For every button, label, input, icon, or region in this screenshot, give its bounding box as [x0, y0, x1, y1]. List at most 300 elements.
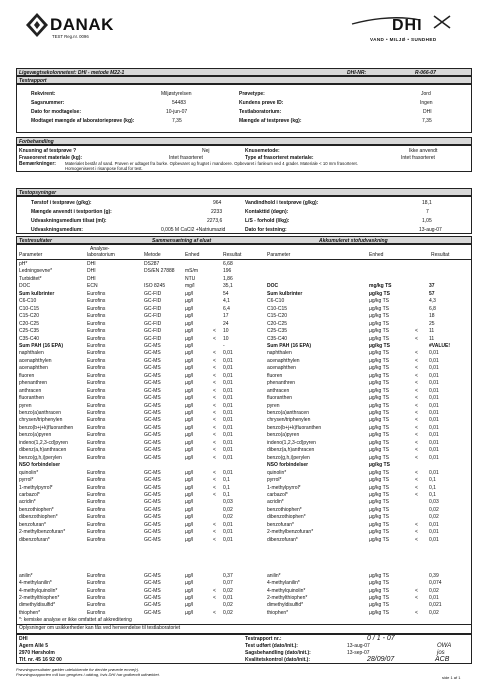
danak-emblem-icon: [26, 13, 48, 37]
cell-enhed2: µg/kg TS: [369, 387, 390, 394]
cell-metode: GC-FID: [144, 320, 162, 327]
cell-enhed: µg/l: [185, 298, 194, 305]
cell-param2: 4-methylquinolin*: [267, 587, 306, 594]
cell-metode: GC-MS: [144, 573, 161, 579]
cell-enhed2: µg/kg TS: [369, 335, 390, 342]
table-row: [17, 291, 471, 298]
cell-enhed: µg/l: [185, 491, 194, 498]
cell-resultat2: #VALUE!: [429, 342, 451, 349]
cell-lab: Eurofins: [87, 477, 106, 484]
cell-resultat: 0,01: [223, 432, 233, 439]
table-row: [17, 492, 471, 499]
cell-lt2: <: [415, 350, 418, 357]
col-resultat2: Resultat: [431, 252, 450, 258]
cell-metode: GC-MS: [144, 499, 161, 506]
cell-lt: <: [213, 439, 216, 446]
cell-resultat2: 0,01: [429, 365, 439, 372]
cell-param: benzo(a)anthracen: [19, 410, 61, 416]
cell-lt2: <: [415, 454, 418, 461]
udvask-medium-value: 0,005 M CaCl2 +Natriumazid: [161, 227, 226, 233]
cell-param: NSO forbindelser: [19, 462, 61, 469]
table-row: [17, 485, 471, 492]
cell-param: Sum kulbrinter: [19, 290, 55, 297]
table-row: [17, 403, 471, 410]
cell-lt: <: [213, 417, 216, 424]
cell-resultat2: 0,39: [429, 573, 439, 579]
dato-testning-label: Dato for testning:: [245, 227, 287, 233]
cell-metode: DS287: [144, 261, 160, 267]
cell-lt: <: [213, 594, 216, 601]
cell-metode: GC-MS: [144, 342, 161, 349]
cell-resultat: 0,07: [223, 580, 233, 587]
table-row: [17, 410, 471, 417]
cell-enhed2: µg/kg TS: [369, 506, 390, 513]
cell-lt: <: [213, 447, 216, 454]
cell-lt2: <: [415, 447, 418, 454]
table-row: [17, 336, 471, 343]
cell-enhed2: µg/kg TS: [369, 439, 390, 446]
col-metode: Metode: [144, 252, 161, 258]
cell-resultat: 0,01: [223, 395, 233, 402]
cell-metode: GC-FID: [144, 328, 162, 335]
cell-resultat2: 0,02: [429, 514, 439, 521]
cell-lt2: <: [415, 335, 418, 342]
cell-resultat: 0,01: [223, 350, 233, 357]
cell-param: 2-methylbenzofuran*: [19, 529, 66, 536]
cell-resultat: 0,1: [223, 491, 230, 498]
cell-lt: <: [213, 357, 216, 364]
cell-param2: phenanthren: [267, 380, 296, 387]
table-row: [17, 573, 471, 580]
cell-param: 2-methylthiophen*: [19, 594, 60, 601]
cell-lt2: <: [415, 491, 418, 498]
udvask-medium-label: Udvaskningsmedium:: [31, 227, 83, 233]
cell-enhed: mS/m: [185, 268, 199, 275]
cell-lt: <: [213, 402, 216, 409]
col-parameter: Parameter: [19, 252, 43, 258]
danak-reg: TEST Reg.nr. 0096: [52, 34, 89, 39]
cell-lt2: <: [415, 477, 418, 484]
cell-metode: GC-FID: [144, 335, 162, 342]
bemaerk-line2: Homogeniseret i risanpose forud for test.: [65, 166, 143, 171]
cell-param2: indeno(1,2,3-cd)pyren: [267, 439, 316, 446]
cell-metode: GC-FID: [144, 313, 162, 320]
cell-resultat2: 0,02: [429, 609, 439, 616]
cell-param2: dibenzofuran*: [267, 536, 298, 543]
maengde-label: Mængde af testprøve (kg):: [239, 118, 302, 124]
cell-resultat2: 0,03: [429, 499, 439, 506]
proevetype-label: Prøvetype:: [239, 91, 265, 97]
table-row: [17, 380, 471, 387]
cell-lab: Eurofins: [87, 514, 106, 521]
cell-param2: thiophen*: [267, 609, 289, 616]
table-row: [17, 425, 471, 432]
cell-lab: DHI: [87, 261, 96, 267]
cell-param2: naphthalen: [267, 350, 292, 357]
cell-param: pyrrol*: [19, 477, 34, 484]
kontakttid-value: 7: [426, 209, 429, 215]
cell-lt: <: [213, 380, 216, 387]
cell-lt2: <: [415, 484, 418, 491]
cell-metode: GC-MS: [144, 395, 161, 402]
cell-param2: benzo(g,h,i)perylen: [267, 454, 310, 461]
cell-param2: benzofuran*: [267, 521, 294, 528]
cell-enhed2: µg/kg TS: [369, 320, 390, 327]
cell-resultat: 0,1: [223, 484, 230, 491]
cell-metode: GC-MS: [144, 357, 161, 364]
cell-param2: C20-C25: [267, 320, 288, 327]
cell-param: fluoranthen: [19, 395, 45, 402]
cell-param2: carbazol*: [267, 491, 288, 498]
cell-metode: GC-MS: [144, 514, 161, 521]
cell-lt: <: [213, 477, 216, 484]
cell-lt2: <: [415, 387, 418, 394]
cell-enhed2: µg/kg TS: [369, 514, 390, 521]
cell-lab: Eurofins: [87, 402, 106, 409]
cell-param: phenanthren: [19, 380, 48, 387]
table-row: [17, 602, 471, 609]
ls-forhold-value: 1,05: [422, 218, 432, 224]
cell-lt2: <: [415, 372, 418, 379]
cell-enhed: µg/l: [185, 521, 194, 528]
results-bar: [16, 236, 472, 244]
cell-param: dibenzothiophen*: [19, 514, 58, 521]
cell-enhed: µg/l: [185, 529, 194, 536]
cell-resultat: 4,1: [223, 298, 230, 305]
cell-lab: Eurofins: [87, 521, 106, 528]
testportion-value: 2233: [211, 209, 223, 215]
footnote-usikkerhed: Oplysninger om usikkerheder kan fås ved henvendelse til testlaboratoriet: [19, 625, 181, 631]
cell-resultat: 0,37: [223, 573, 233, 579]
cell-metode: GC-MS: [144, 380, 161, 387]
cell-lt: <: [213, 521, 216, 528]
cell-param: anthracen: [19, 387, 42, 394]
cell-lt: <: [213, 387, 216, 394]
cell-lt: <: [213, 484, 216, 491]
cell-resultat2: 11: [429, 328, 435, 335]
cell-resultat2: 0,1: [429, 491, 436, 498]
table-row: [17, 306, 471, 313]
danak-logo: [26, 12, 146, 42]
ls-forhold-label: L/S - forhold (l/kg):: [245, 218, 290, 224]
maengde-value: 7,35: [422, 118, 432, 124]
col-resultat: Resultat: [223, 252, 242, 258]
cell-enhed2: µg/kg TS: [369, 290, 390, 297]
cell-lab: Eurofins: [87, 357, 106, 364]
cell-param: 4-methylanilin*: [19, 580, 52, 587]
cell-lt2: <: [415, 521, 418, 528]
cell-resultat: 0,01: [223, 387, 233, 394]
cell-lab: Eurofins: [87, 573, 106, 579]
cell-lab: Eurofins: [87, 432, 106, 439]
table-row: [17, 499, 471, 506]
udfort-date: 13-aug-07: [347, 643, 370, 649]
cell-resultat: 0,02: [223, 587, 233, 594]
testopsl-block: [16, 196, 472, 234]
cell-enhed: µg/l: [185, 395, 194, 402]
footer-note2: Prøvningsrapporten må kun gengives i uddrag, hvis DHI har godkendt udtrækket.: [16, 672, 160, 677]
knusemetode-value: Ikke anvendt: [409, 148, 438, 154]
cell-metode: ISO 8245: [144, 283, 166, 290]
cell-enhed2: µg/kg TS: [369, 313, 390, 320]
kval-date: 28/09/07: [367, 655, 395, 663]
modtaget-label: Modtaget mængde af laboratorieprøve (kg):: [31, 118, 135, 124]
table-row: [17, 595, 471, 602]
cell-resultat2: 37: [429, 283, 435, 290]
cell-param: pyren: [19, 402, 32, 409]
cell-lt: <: [213, 587, 216, 594]
cell-enhed: µg/l: [185, 305, 194, 312]
table-row: [17, 432, 471, 439]
cell-lab: Eurofins: [87, 536, 106, 543]
cell-resultat: 0,01: [223, 410, 233, 416]
cell-enhed: µg/l: [185, 439, 194, 446]
table-row: [17, 462, 471, 469]
cell-resultat: 0,02: [223, 609, 233, 616]
cell-lab: Eurofins: [87, 602, 106, 609]
cell-enhed2: µg/kg TS: [369, 395, 390, 402]
knusning-label: Knusning af testprøve ?: [19, 148, 77, 154]
cell-param: dibenz(a,h)anthracen: [19, 447, 67, 454]
cell-lt2: <: [415, 469, 418, 476]
cell-param: fluoren: [19, 372, 35, 379]
cell-lab: Eurofins: [87, 387, 106, 394]
cell-metode: GC-MS: [144, 447, 161, 454]
footer-block: [16, 634, 472, 664]
dato-testning-value: 13-aug-07: [419, 227, 442, 233]
testresultater-head: Testresultater: [19, 237, 52, 244]
cell-metode: GC-MS: [144, 402, 161, 409]
cell-resultat: 1,86: [223, 275, 233, 282]
cell-param2: pyrrol*: [267, 477, 282, 484]
cell-lt: <: [213, 372, 216, 379]
toerstof-label: Tørstof i testprøve (g/kg):: [31, 200, 92, 206]
cell-enhed2: µg/kg TS: [369, 424, 390, 431]
col-enhed2: Enhed: [369, 252, 384, 258]
cell-lt2: <: [415, 432, 418, 439]
cell-metode: GC-FID: [144, 305, 162, 312]
kontakttid-label: Kontakttid (døgn):: [245, 209, 289, 215]
cell-resultat2: 0,01: [429, 402, 439, 409]
rekvirent-label: Rekvirent:: [31, 91, 56, 97]
table-row: [17, 417, 471, 424]
cell-lt2: <: [415, 328, 418, 335]
cell-param: 1-methylpyrrol*: [19, 484, 53, 491]
cell-param2: benzo(a)anthracen: [267, 410, 309, 416]
cell-lt2: <: [415, 439, 418, 446]
cell-enhed: µg/l: [185, 328, 194, 335]
cell-lab: Eurofins: [87, 506, 106, 513]
cell-param2: 4-methylanilin*: [267, 580, 300, 587]
cell-metode: GC-MS: [144, 580, 161, 587]
udfort-label: Test udført (dato/init.):: [245, 643, 298, 649]
testrapport-label: Testrapport: [19, 77, 47, 84]
cell-param2: C25-C35: [267, 328, 288, 335]
cell-resultat: 17: [223, 313, 229, 320]
cell-lt: <: [213, 395, 216, 402]
cell-param2: anilin*: [267, 573, 281, 579]
cell-lab: ECN: [87, 283, 98, 290]
cell-resultat2: 0,01: [429, 372, 439, 379]
cell-resultat: 0,01: [223, 536, 233, 543]
cell-lab: Eurofins: [87, 410, 106, 416]
sagsnummer-label: Sagsnummer:: [31, 100, 65, 106]
cell-lab: Eurofins: [87, 380, 106, 387]
cell-lt: <: [213, 469, 216, 476]
cell-resultat2: 0,01: [429, 357, 439, 364]
cell-metode: GC-MS: [144, 372, 161, 379]
cell-enhed2: µg/kg TS: [369, 328, 390, 335]
cell-param2: dibenz(a,h)anthracen: [267, 447, 315, 454]
footer-addr1: Agern Allé 5: [19, 643, 48, 649]
table-row: [17, 447, 471, 454]
cell-lt: <: [213, 365, 216, 372]
table-row: [17, 276, 471, 283]
cell-param: indeno(1,2,3-cd)pyren: [19, 439, 68, 446]
cell-enhed2: µg/kg TS: [369, 580, 390, 587]
cell-enhed2: µg/kg TS: [369, 609, 390, 616]
cell-lt: <: [213, 432, 216, 439]
bemaerk-line1: Materialet består af sand. Prøven er udtaget fra burke. Opbevaret og frugtet i mandoere. Opbevaret i fanleum ved 4 grader. Materiale < 10 mm frasorteret.: [65, 161, 358, 166]
cell-lab: Eurofins: [87, 580, 106, 587]
cell-enhed: µg/l: [185, 447, 194, 454]
cell-lt: <: [213, 350, 216, 357]
cell-lt2: <: [415, 609, 418, 616]
table-row: [17, 588, 471, 595]
cell-param: Sum PAH (16 EPA): [19, 342, 63, 349]
cell-resultat2: 0,01: [429, 521, 439, 528]
table-row: [17, 321, 471, 328]
kundens-proeve-value: Ingen: [420, 100, 433, 106]
cell-enhed2: µg/kg TS: [369, 298, 390, 305]
cell-lab: Eurofins: [87, 454, 106, 461]
cell-lab: Eurofins: [87, 335, 106, 342]
cell-enhed2: µg/kg TS: [369, 491, 390, 498]
cell-enhed: µg/l: [185, 484, 194, 491]
cell-param2: Sum kulbrinter: [267, 290, 303, 297]
cell-param: benzo(a)pyren: [19, 432, 52, 439]
cell-lab: Eurofins: [87, 484, 106, 491]
cell-resultat: 0,02: [223, 602, 233, 609]
cell-lt2: <: [415, 402, 418, 409]
knusemetode-label: Knusemetode:: [245, 148, 280, 154]
udvask-tilsat-value: 2273,6: [207, 218, 223, 224]
cell-resultat2: 0,01: [429, 469, 439, 476]
cell-enhed: µg/l: [185, 469, 194, 476]
cell-param: C10-C15: [19, 305, 40, 312]
cell-resultat2: 0,01: [429, 410, 439, 416]
cell-param2: benzo(b+j+k)fluoranthen: [267, 424, 322, 431]
cell-lt: <: [213, 424, 216, 431]
cell-param2: dimethyldisulfid*: [267, 602, 304, 609]
cell-param2: Sum PAH (16 EPA): [267, 342, 311, 349]
cell-resultat2: 0,01: [429, 417, 439, 424]
cell-enhed2: µg/kg TS: [369, 499, 390, 506]
cell-resultat: 24: [223, 320, 229, 327]
table-row: [17, 298, 471, 305]
cell-param2: chrysen/triphenylen: [267, 417, 311, 424]
cell-resultat: 0,01: [223, 439, 233, 446]
cell-enhed2: µg/kg TS: [369, 454, 390, 461]
cell-metode: GC-MS: [144, 387, 161, 394]
cell-enhed2: µg/kg TS: [369, 402, 390, 409]
cell-lab: Eurofins: [87, 350, 106, 357]
cell-param: carbazol*: [19, 491, 40, 498]
cell-resultat: 0,02: [223, 514, 233, 521]
cell-lab: Eurofins: [87, 372, 106, 379]
cell-enhed: µg/l: [185, 602, 194, 609]
cell-resultat: 0,01: [223, 402, 233, 409]
cell-resultat: 0,01: [223, 380, 233, 387]
cell-enhed2: µg/kg TS: [369, 342, 390, 349]
cell-resultat: 0,01: [223, 372, 233, 379]
cell-metode: GC-MS: [144, 529, 161, 536]
cell-param: naphthalen: [19, 350, 44, 357]
cell-param: C25-C35: [19, 328, 40, 335]
cell-enhed2: µg/kg TS: [369, 305, 390, 312]
cell-lab: Eurofins: [87, 417, 106, 424]
cell-metode: GC-MS: [144, 491, 161, 498]
cell-resultat2: 0,021: [429, 602, 442, 609]
cell-metode: GC-MS: [144, 410, 161, 416]
cell-resultat2: 0,01: [429, 395, 439, 402]
cell-enhed: µg/l: [185, 417, 194, 424]
cell-lab: Eurofins: [87, 395, 106, 402]
cell-param: benzo(g,h,i)perylen: [19, 454, 62, 461]
cell-param: benzofuran*: [19, 521, 46, 528]
cell-lab: Eurofins: [87, 342, 106, 349]
cell-param: pH*: [19, 261, 28, 267]
cell-metode: GC-MS: [144, 506, 161, 513]
forbehandling-block: [16, 145, 472, 172]
cell-lt: <: [213, 609, 216, 616]
dhi-nr-value: R-066-07: [415, 69, 436, 76]
cell-resultat: 196: [223, 268, 232, 275]
cell-lt: <: [213, 328, 216, 335]
cell-param2: C10-C15: [267, 305, 288, 312]
cell-param2: acenaphthylen: [267, 357, 300, 364]
cell-lab: Eurofins: [87, 491, 106, 498]
cell-resultat2: 11: [429, 335, 435, 342]
sagsbeh-label: Sagsbehandling (dato/init.):: [245, 650, 311, 656]
frasort-type-label: Type af frasorteret materiale:: [245, 155, 314, 161]
cell-param2: DOC: [267, 283, 279, 290]
table-row: [17, 343, 471, 350]
cell-lab: Eurofins: [87, 529, 106, 536]
cell-param: C15-C20: [19, 313, 40, 320]
testrapport-nr-label: Testrapport nr.:: [245, 636, 282, 642]
cell-resultat2: 0,074: [429, 580, 442, 587]
vandindhold-label: Vandindhold i testprøve (g/kg):: [245, 200, 319, 206]
cell-resultat: 0,01: [223, 357, 233, 364]
cell-resultat2: 0,01: [429, 387, 439, 394]
cell-resultat: 54: [223, 290, 229, 297]
cell-resultat: 0,01: [223, 529, 233, 536]
cell-lab: Eurofins: [87, 439, 106, 446]
cell-resultat: 10: [223, 328, 229, 335]
cell-resultat: 0,01: [223, 417, 233, 424]
page-number: side 1 af 1: [442, 675, 461, 680]
cell-enhed: µg/l: [185, 609, 194, 616]
cell-metode: GC-MS: [144, 587, 161, 594]
sagsbeh-init: jos: [437, 649, 445, 656]
col-parameter2: Parameter: [267, 252, 291, 258]
cell-enhed2: µg/kg TS: [369, 365, 390, 372]
col-lab: laboratorium: [87, 252, 115, 258]
cell-resultat2: 0,01: [429, 424, 439, 431]
report-title: Ligevægtsekolonnetest: DHI - metode M22-1: [19, 69, 125, 76]
cell-resultat2: 25: [429, 320, 435, 327]
